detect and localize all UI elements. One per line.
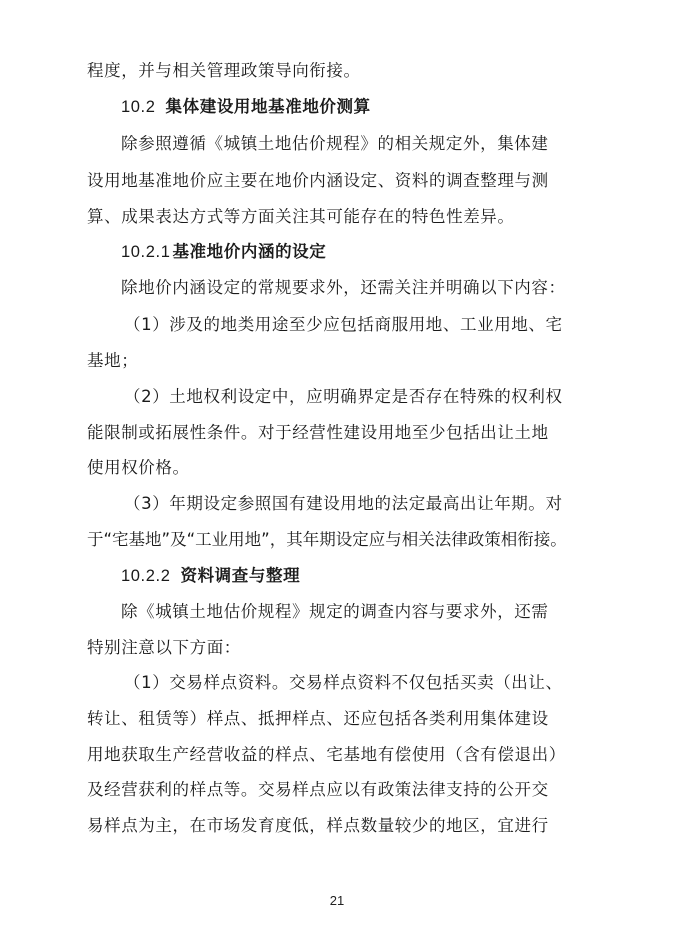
paragraph-line: 设用地基准地价应主要在地价内涵设定、资料的调查整理与测 bbox=[87, 171, 549, 190]
section-heading-10-2 bbox=[0, 96, 674, 118]
paragraph-line: 及经营获利的样点等。交易样点应以有政策法律支持的公开交 bbox=[87, 780, 549, 799]
section-title: 资料调查与整理 bbox=[180, 566, 301, 585]
paragraph-line: 使用权价格。 bbox=[87, 458, 190, 477]
paragraph-line: 转让、租赁等）样点、抵押样点、还应包括各类利用集体建设 bbox=[87, 709, 549, 728]
section-number: 10.2.1 bbox=[121, 243, 171, 261]
paragraph-line: 特别注意以下方面： bbox=[87, 638, 241, 657]
section-heading-10-2-1 bbox=[0, 241, 674, 263]
paragraph-line: 易样点为主，在市场发育度低，样点数量较少的地区，宜进行 bbox=[87, 816, 549, 835]
paragraph-line: （1）涉及的地类用途至少应包括商服用地、工业用地、宅 bbox=[124, 315, 563, 334]
paragraph-line: 程度，并与相关管理政策导向衔接。 bbox=[87, 61, 361, 80]
paragraph-line: 除《城镇土地估价规程》规定的调查内容与要求外，还需 bbox=[121, 602, 549, 621]
paragraph-line: （1）交易样点资料。交易样点资料不仅包括买卖（出让、 bbox=[124, 673, 563, 692]
paragraph-line: 算、成果表达方式等方面关注其可能存在的特色性差异。 bbox=[87, 207, 515, 226]
paragraph-line: 能限制或拓展性条件。对于经营性建设用地至少包括出让土地 bbox=[87, 423, 549, 442]
paragraph-line: （2）土地权利设定中，应明确界定是否存在特殊的权利权 bbox=[124, 387, 563, 406]
section-number: 10.2 bbox=[121, 98, 156, 116]
paragraph-line: 于“宅基地”及“工业用地”，其年期设定应与相关法律政策相衔接。 bbox=[87, 530, 567, 549]
section-title: 基准地价内涵的设定 bbox=[172, 242, 327, 261]
paragraph-line: 除地价内涵设定的常规要求外，还需关注并明确以下内容： bbox=[121, 278, 566, 297]
section-heading-10-2-2 bbox=[0, 565, 674, 587]
paragraph-line: 用地获取生产经营收益的样点、宅基地有偿使用（含有偿退出） bbox=[87, 745, 566, 764]
paragraph-line: 除参照遵循《城镇土地估价规程》的相关规定外，集体建 bbox=[121, 134, 549, 153]
section-number: 10.2.2 bbox=[121, 567, 171, 585]
page-number: 21 bbox=[329, 893, 345, 908]
paragraph-line: 基地； bbox=[87, 351, 139, 370]
paragraph-line: （3）年期设定参照国有建设用地的法定最高出让年期。对 bbox=[124, 494, 563, 513]
section-title: 集体建设用地基准地价测算 bbox=[165, 97, 371, 116]
